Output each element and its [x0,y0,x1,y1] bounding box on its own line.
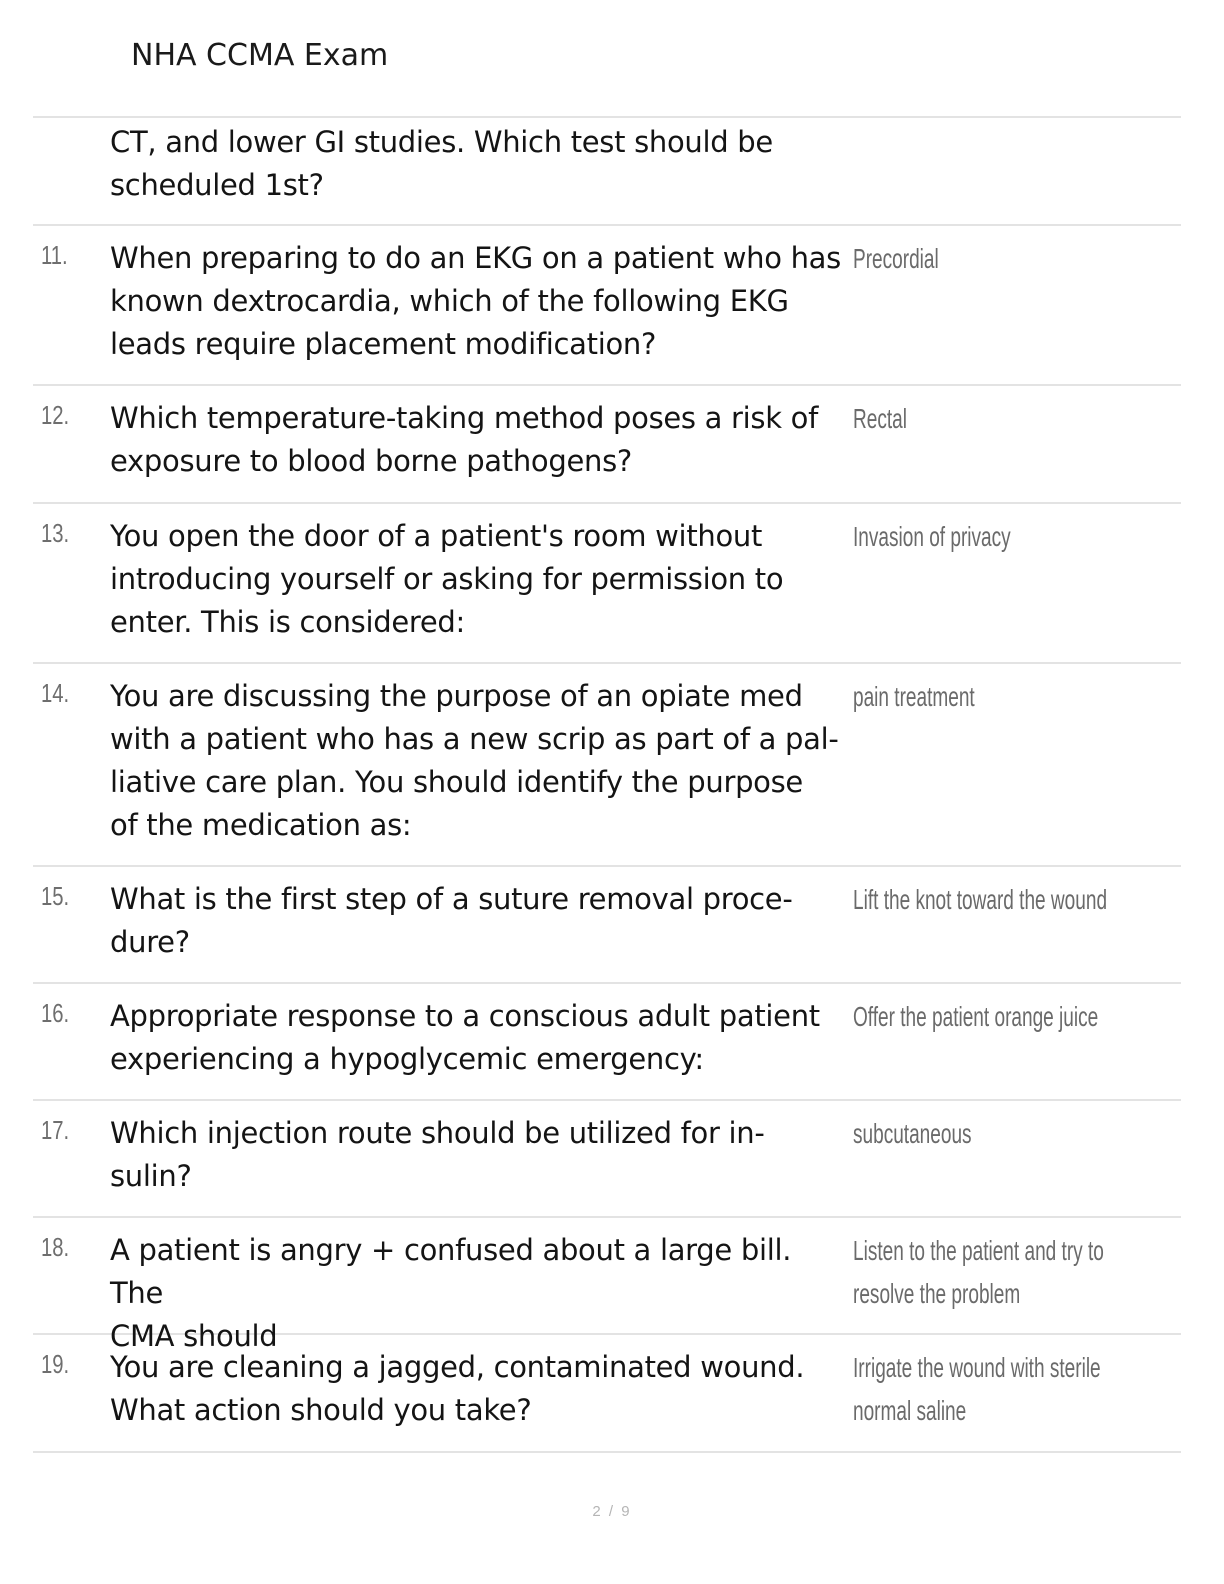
question-text: You are discussing the purpose of an opiate med with a patient who has a new scrip as part of a pal- liative care plan. You should identify the purpose of the medication as: [110,679,839,842]
question-number: 11. [41,240,68,270]
answer-text: subcutaneous [853,1118,972,1149]
question-number: 16. [41,998,70,1028]
question-number: 14. [41,678,70,708]
question-number: 15. [41,881,70,911]
question-text: Which temperature-taking method poses a risk of exposure to blood borne pathogens? [110,401,818,478]
page-number: 2 / 9 [592,1503,632,1520]
question-list [33,116,1181,1453]
question-number: 17. [41,1115,70,1145]
question-row [33,664,1181,867]
question-number: 18. [41,1232,70,1262]
question-text: You open the door of a patient's room without introducing yourself or asking for permission to enter. This is considered: [110,519,784,639]
question-row [33,867,1181,984]
answer-text: Listen to the patient and try to resolve the problem [853,1235,1104,1309]
answer-text: pain treatment [853,681,975,712]
question-row [33,1218,1181,1353]
question-text: What is the first step of a suture removal proce- dure? [110,882,793,959]
question-number: 12. [41,400,70,430]
answer-text: Offer the patient orange juice [853,1001,1099,1032]
question-row [33,386,1181,504]
question-text: A patient is angry + confused about a large bill. The CMA should [110,1233,792,1353]
answer-text: Rectal [853,403,907,434]
answer-text: Precordial [853,243,939,274]
question-row [33,226,1181,386]
answer-text: Irrigate the wound with sterile normal saline [853,1352,1101,1426]
question-text: CT, and lower GI studies. Which test should be scheduled 1st? [110,125,773,202]
question-row [33,1101,1181,1218]
question-number: 13. [41,518,70,548]
question-text: Which injection route should be utilized for in- sulin? [110,1116,765,1193]
question-number: 19. [41,1349,70,1379]
answer-text: Lift the knot toward the wound [853,884,1108,915]
question-row [33,504,1181,664]
question-row [33,118,1181,226]
question-text: You are cleaning a jagged, contaminated wound. What action should you take? [110,1350,805,1427]
question-text: When preparing to do an EKG on a patient who has known dextrocardia, which of the following EKG leads require placement modification? [110,241,841,361]
answer-text: Invasion of privacy [853,521,1011,552]
question-row [33,1335,1181,1453]
question-row [33,984,1181,1101]
page-title: NHA CCMA Exam [131,38,389,73]
question-text: Appropriate response to a conscious adult patient experiencing a hypoglycemic emergency: [110,999,820,1076]
